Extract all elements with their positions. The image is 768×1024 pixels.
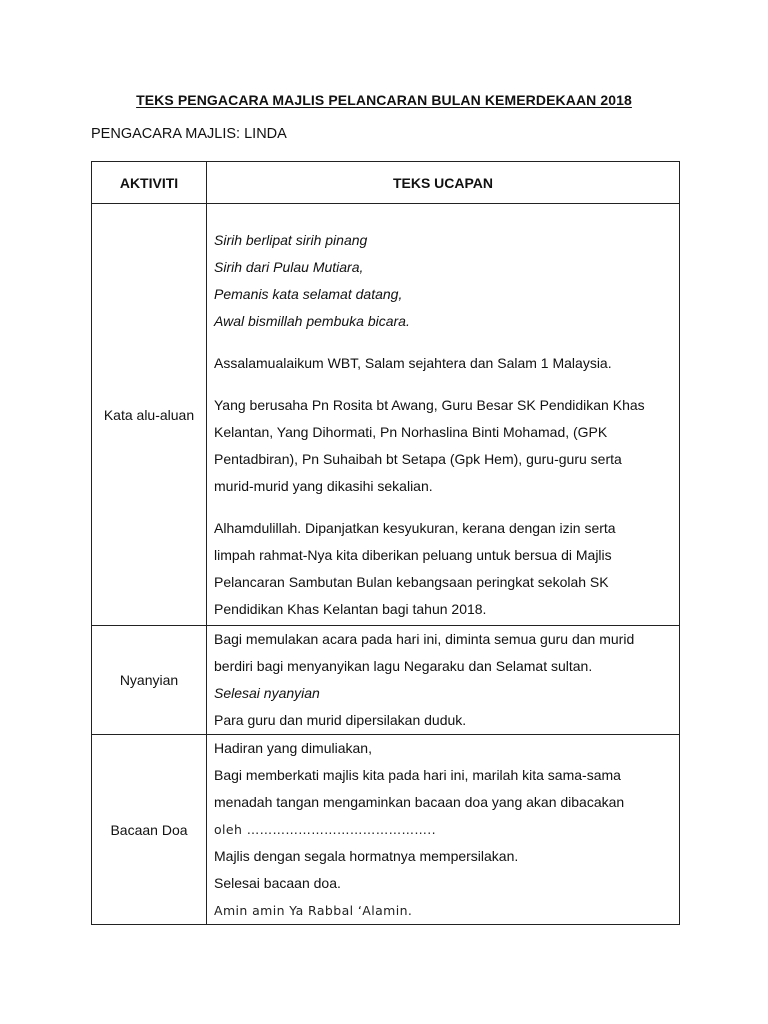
pantun-line: Pemanis kata selamat datang,	[214, 286, 403, 302]
speech-line: Para guru dan murid dipersilakan duduk.	[214, 712, 467, 728]
speech-line: menadah tangan mengaminkan bacaan doa yang akan dibacakan	[214, 794, 625, 810]
speech-cell	[207, 204, 680, 626]
speech-line: Majlis dengan segala hormatnya mempersilakan.	[214, 848, 519, 864]
pantun-line: Sirih dari Pulau Mutiara,	[214, 259, 364, 275]
reader-line: oleh ……………………………………..	[214, 822, 437, 837]
speech-line: Bagi memberkati majlis kita pada hari ini, marilah kita sama-sama	[214, 767, 621, 783]
emcee-line: PENGACARA MAJLIS: LINDA	[91, 126, 287, 142]
header-speech: TEKS UCAPAN	[207, 162, 680, 204]
activity-cell: Bacaan Doa	[92, 735, 207, 925]
speech-line: berdiri bagi menyanyikan lagu Negaraku dan Selamat sultan.	[214, 658, 593, 674]
amin-line: Amin amin Ya Rabbal ‘Alamin.	[214, 903, 413, 918]
speech-line: Hadiran yang dimuliakan,	[214, 740, 372, 756]
table-row	[92, 204, 680, 626]
speech-cell	[207, 626, 680, 735]
pantun	[214, 204, 673, 335]
pantun-line: Sirih berlipat sirih pinang	[214, 232, 368, 248]
gratitude-line: Alhamdulillah. Dipanjatkan kesyukuran, kerana dengan izin serta	[214, 520, 616, 536]
header-activity: AKTIVITI	[92, 162, 207, 204]
greeting-line: Assalamualaikum WBT, Salam sejahtera dan Salam 1 Malaysia.	[214, 355, 612, 371]
stage-note: Selesai nyanyian	[214, 685, 320, 701]
speech-line: Selesai bacaan doa.	[214, 875, 341, 891]
address-line: Pentadbiran), Pn Suhaibah bt Setapa (Gpk Hem), guru-guru serta	[214, 451, 622, 467]
table-row	[92, 626, 680, 735]
activity-cell: Kata alu-aluan	[92, 204, 207, 626]
document-title: TEKS PENGACARA MAJLIS PELANCARAN BULAN KEMERDEKAAN 2018	[136, 92, 632, 108]
gratitude-line: Pelancaran Sambutan Bulan kebangsaan peringkat sekolah SK	[214, 574, 609, 590]
speech-line: Bagi memulakan acara pada hari ini, diminta semua guru dan murid	[214, 631, 635, 647]
table-header-row	[92, 162, 680, 204]
address-line: Yang berusaha Pn Rosita bt Awang, Guru Besar SK Pendidikan Khas	[214, 397, 645, 413]
address-line: Kelantan, Yang Dihormati, Pn Norhaslina Binti Mohamad, (GPK	[214, 424, 608, 440]
gratitude-paragraph	[214, 515, 673, 623]
table-row	[92, 735, 680, 925]
gratitude-line: Pendidikan Khas Kelantan bagi tahun 2018.	[214, 601, 487, 617]
address-line: murid-murid yang dikasihi sekalian.	[214, 478, 433, 494]
address-paragraph	[214, 392, 673, 500]
program-table	[91, 161, 680, 925]
activity-cell: Nyanyian	[92, 626, 207, 735]
pantun-line: Awal bismillah pembuka bicara.	[214, 313, 410, 329]
speech-cell	[207, 735, 680, 925]
gratitude-line: limpah rahmat-Nya kita diberikan peluang untuk bersua di Majlis	[214, 547, 612, 563]
